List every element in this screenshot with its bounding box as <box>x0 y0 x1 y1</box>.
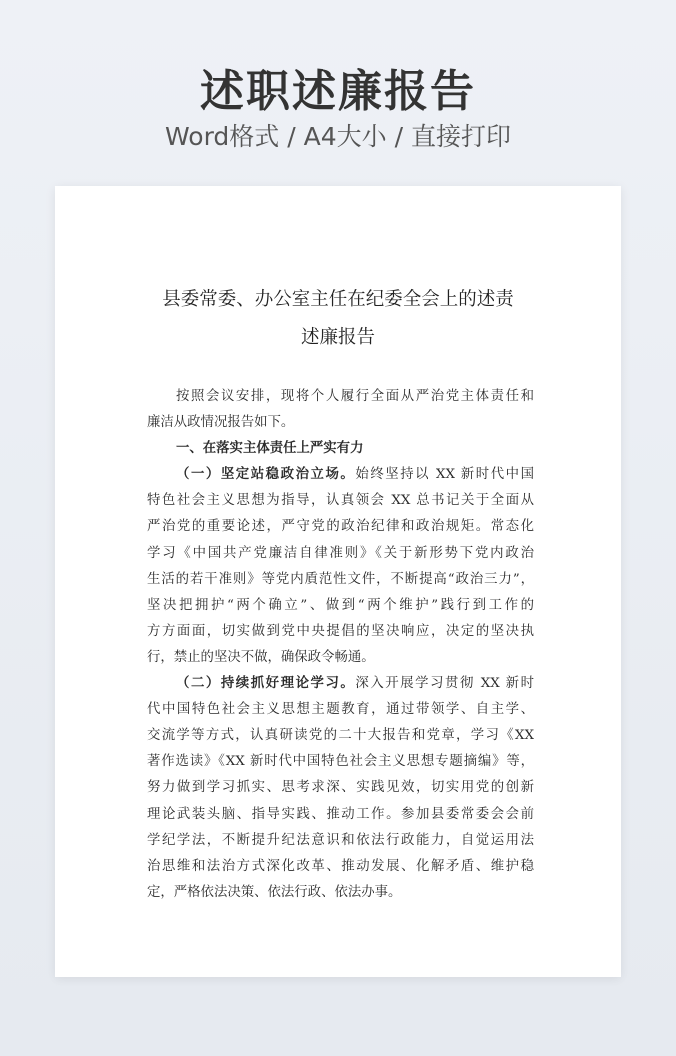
intro-line: 按照会议安排，现将个人履行全面从严治党主体责任和 <box>176 389 534 404</box>
banner-subtitle: Word格式 / A4大小 / 直接打印 <box>165 122 511 151</box>
paragraph-text: 始终坚持以 XX 新时代中国 <box>355 467 534 483</box>
subsection-lead: （二）持续抓好理论学习。 <box>176 676 356 692</box>
document-body <box>147 384 534 906</box>
paragraph-text: 深入开展学习贯彻 XX 新时 <box>355 676 534 692</box>
paragraph-line: 学习《中国共产党廉洁自律准则》《关于新形势下党内政治 <box>147 545 534 561</box>
document-page <box>55 186 621 977</box>
paragraph-line: 行，禁止的坚决不做，确保政令畅通。 <box>147 649 375 665</box>
paragraph-line: 代中国特色社会主义思想主题教育，通过带领学、自主学、 <box>147 702 534 718</box>
paragraph-line: 理论武装头脑、指导实践、推动工作。参加县委常委会会前 <box>147 806 534 822</box>
paragraph-line: 方方面面，切实做到党中央提倡的坚决响应，决定的坚决执 <box>147 623 534 639</box>
paragraph-line: 交流学等方式，认真研读党的二十大报告和党章，学习《XX <box>147 728 534 744</box>
paragraph-line: 特色社会主义思想为指导，认真领会 XX 总书记关于全面从 <box>147 493 534 509</box>
paragraph-line: 严治党的重要论述，严守党的政治纪律和政治规矩。常态化 <box>147 519 534 535</box>
paragraph-line: 著作选读》《XX 新时代中国特色社会主义思想专题摘编》等， <box>147 754 534 770</box>
paragraph-line <box>147 671 534 697</box>
document-title-line1: 县委常委、办公室主任在纪委全会上的述责 <box>162 289 514 310</box>
document-title-line2: 述廉报告 <box>300 327 375 348</box>
paragraph-line: 生活的若干准则》等党内貭范性文件，不断提高“政治三力”， <box>147 571 534 587</box>
paragraph-line: 定，严格依法决策、依法行政、依法办事。 <box>147 884 402 900</box>
banner-title: 述职述廉报告 <box>200 66 476 117</box>
paragraph-line: 治思维和法治方式深化改革、推动发展、化解矛盾、维护稳 <box>147 858 534 874</box>
paragraph-line: 坚决把拥护“两个确立”、做到“两个维护”践行到工作的 <box>147 597 534 613</box>
paragraph-line: 努力做到学习抓实、思考求深、实践见效，切实用党的创新 <box>147 780 534 796</box>
subsection-lead: （一）坚定站稳政治立场。 <box>176 467 356 483</box>
paragraph-line <box>147 462 534 488</box>
paragraph-line: 学纪学法，不断提升纪法意识和依法行政能力，自觉运用法 <box>147 832 534 848</box>
section-heading: 一、在落实主体责任上严实有力 <box>176 441 364 457</box>
intro-line: 廉洁从政情况报告如下。 <box>147 415 295 431</box>
